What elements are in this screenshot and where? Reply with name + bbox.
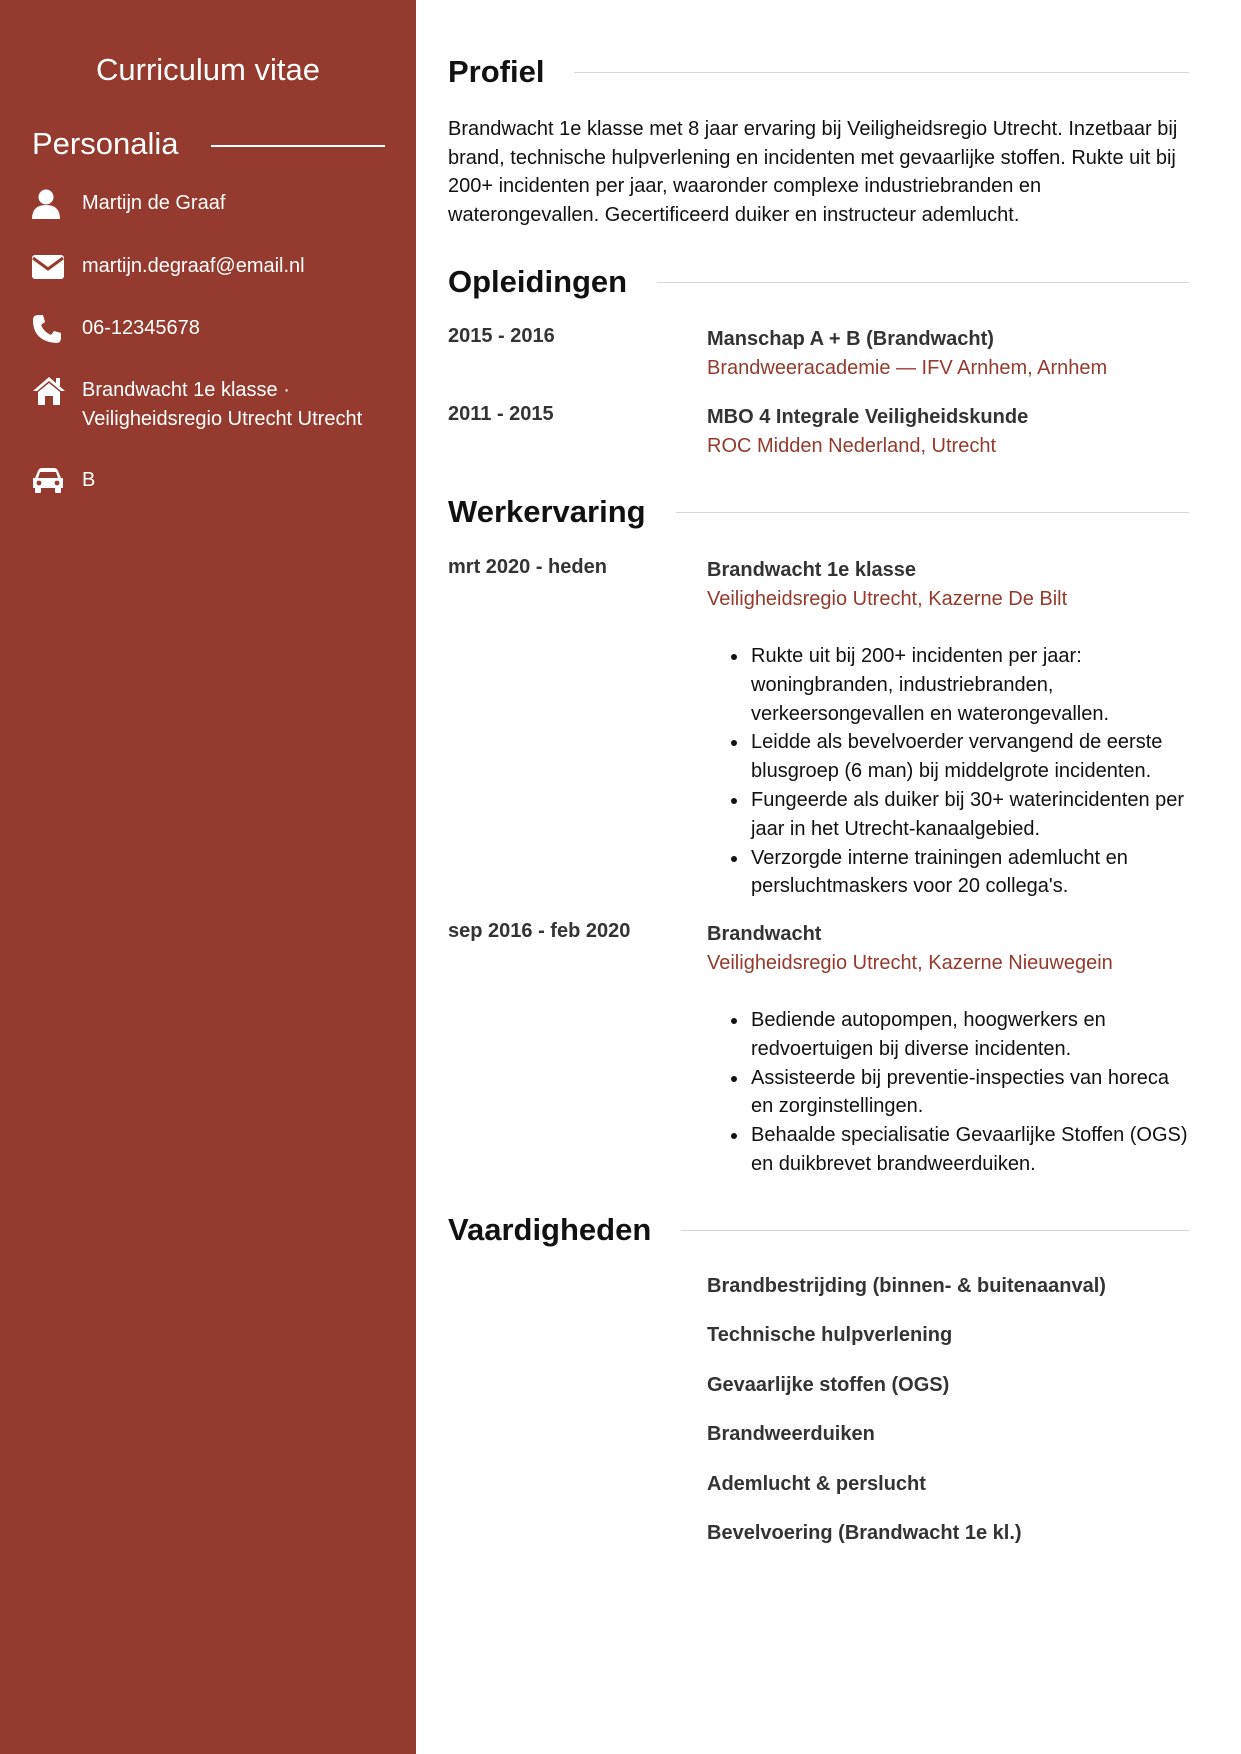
bullet-item: • Bediende autopompen, hoogwerkers en redvoertuigen bij diverse incidenten. xyxy=(749,1006,1189,1064)
license-text: B xyxy=(82,469,96,491)
entry-bullets xyxy=(707,642,1189,901)
personalia-divider xyxy=(211,145,385,147)
profile-heading: Profiel xyxy=(448,54,545,89)
section-divider xyxy=(676,512,1189,513)
experience-heading: Werkervaring xyxy=(448,494,646,529)
experience-section-header xyxy=(448,494,1189,530)
skill-item: Gevaarlijke stoffen (OGS) xyxy=(707,1373,950,1396)
entry-bullets xyxy=(707,1006,1189,1179)
name-text: Martijn de Graaf xyxy=(82,192,226,214)
entry-title: Brandwacht 1e klasse xyxy=(707,559,916,581)
bullet-item: • Leidde als bevelvoerder vervangend de eerste blusgroep (6 man) bij middelgrote incidenten. xyxy=(749,728,1189,786)
email-text[interactable]: martijn.degraaf@email.nl xyxy=(82,255,305,277)
bullet-item: • Behaalde specialisatie Gevaarlijke Stoffen (OGS) en duikbrevet brandweerduiken. xyxy=(749,1121,1189,1179)
skill-item: Brandweerduiken xyxy=(707,1423,875,1446)
entry-organization: Veiligheidsregio Utrecht, Kazerne Nieuwegein xyxy=(707,952,1113,974)
phone-text: 06-12345678 xyxy=(82,317,200,339)
entry-organization: Veiligheidsregio Utrecht, Kazerne De Bilt xyxy=(707,588,1068,610)
skill-item: Technische hulpverlening xyxy=(707,1324,953,1347)
education-heading: Opleidingen xyxy=(448,264,628,299)
home-icon xyxy=(32,376,82,405)
skills-heading: Vaardigheden xyxy=(448,1212,652,1247)
entry-organization: Brandweeracademie — IFV Arnhem, Arnhem xyxy=(707,357,1108,379)
entry-date: sep 2016 - feb 2020 xyxy=(448,920,631,942)
entry-organization: ROC Midden Nederland, Utrecht xyxy=(707,435,997,457)
sidebar xyxy=(0,0,416,1754)
skill-item: Brandbestrijding (binnen- & buitenaanval) xyxy=(707,1275,1106,1297)
car-icon xyxy=(32,466,82,495)
personalia-license xyxy=(32,466,392,495)
entry-date: 2015 - 2016 xyxy=(448,325,555,347)
address-text: Brandwacht 1e klasse · Veiligheidsregio Utrecht Utrecht xyxy=(82,379,363,430)
section-divider xyxy=(657,282,1189,283)
entry-title: MBO 4 Integrale Veiligheidskunde xyxy=(707,406,1029,428)
personalia-email xyxy=(32,252,392,281)
entry-date: 2011 - 2015 xyxy=(448,403,554,425)
envelope-icon xyxy=(32,252,82,281)
personalia-phone xyxy=(32,314,392,343)
profile-section-header xyxy=(448,54,1189,90)
entry-title: Manschap A + B (Brandwacht) xyxy=(707,328,994,350)
skills-section-header xyxy=(448,1212,1189,1248)
skill-item: Ademlucht & perslucht xyxy=(707,1472,926,1495)
personalia-heading: Personalia xyxy=(32,126,179,161)
bullet-item: • Verzorgde interne trainingen ademlucht en persluchtmaskers voor 20 collega's. xyxy=(749,844,1189,902)
entry-date: mrt 2020 - heden xyxy=(448,556,607,578)
skill-item: Bevelvoering (Brandwacht 1e kl.) xyxy=(707,1521,1022,1544)
education-section-header xyxy=(448,264,1189,300)
bullet-item: • Assisteerde bij preventie-inspecties van horeca en zorginstellingen. xyxy=(749,1064,1189,1122)
entry-title: Brandwacht xyxy=(707,923,822,945)
personalia-name xyxy=(32,189,392,218)
phone-icon xyxy=(32,314,82,343)
profile-text: Brandwacht 1e klasse met 8 jaar ervaring bij Veiligheidsregio Utrecht. Inzetbaar bij brand, technische hulpverlening en incidenten met gevaarlijke stoffen. Rukte uit bij 200+ incidenten per jaar, waaronder complexe industriebranden en waterongevallen. Gecertificeerd duiker en instructeur ademlucht. xyxy=(448,118,1178,226)
bullet-item: • Fungeerde als duiker bij 30+ waterincidenten per jaar in het Utrecht-kanaalgebied. xyxy=(749,786,1189,844)
bullet-item: • Rukte uit bij 200+ incidenten per jaar: woningbranden, industriebranden, verkeersongevallen en waterongevallen. xyxy=(749,642,1189,728)
skills-list xyxy=(707,1272,1189,1568)
section-divider xyxy=(574,72,1189,73)
personalia-address xyxy=(32,376,392,434)
user-icon xyxy=(32,189,82,218)
section-divider xyxy=(681,1230,1189,1231)
document-title: Curriculum vitae xyxy=(96,52,320,87)
